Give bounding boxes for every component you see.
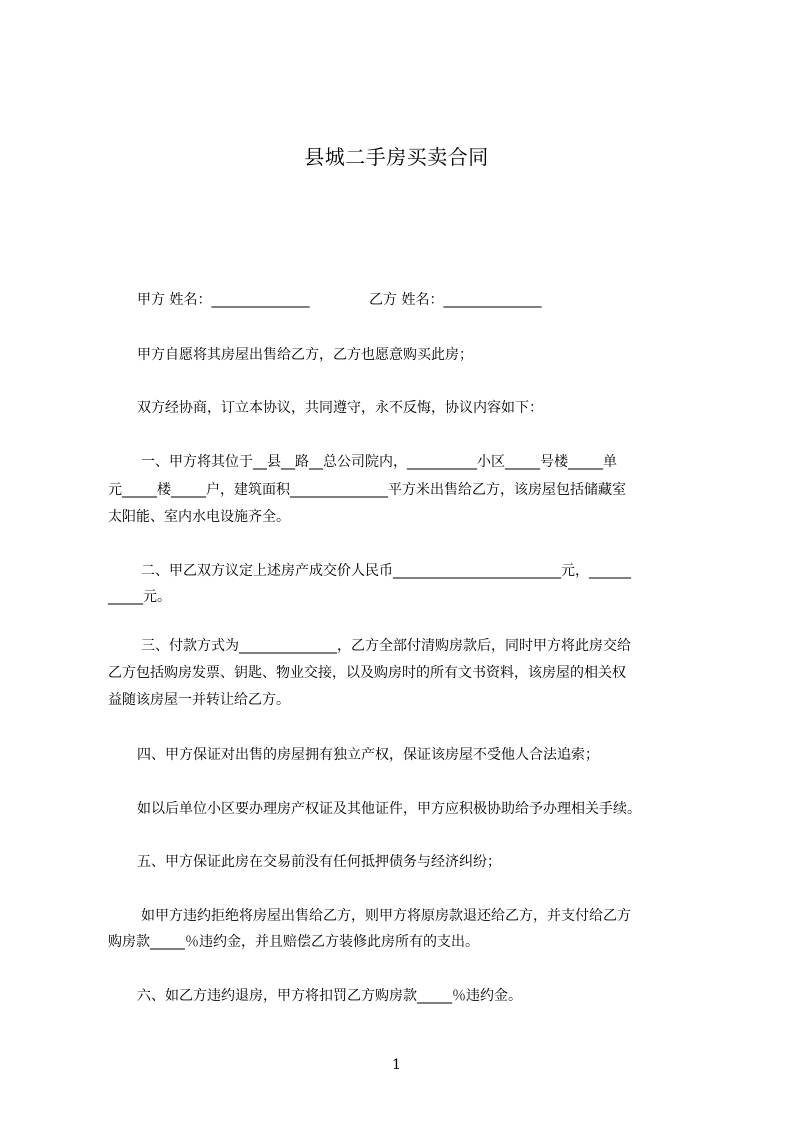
clause-3-line-1: 三、付款方式为______________，乙方全部付清购房款后，同时甲方将此房交给 — [141, 638, 631, 654]
clause-1-line-3: 太阳能、室内水电设施齐全。 — [108, 509, 290, 525]
clause-4-line-2: 如以后单位小区要办理房产权证及其他证件，甲方应积极协助给予办理相关手续。 — [137, 801, 641, 817]
party-a-name-line: 甲方 姓名：______________ — [137, 292, 310, 308]
party-b-name-line: 乙方 姓名：______________ — [369, 292, 542, 308]
clause-3-line-3: 益随该房屋一并转让给乙方。 — [108, 692, 290, 708]
clause-5-line-1: 五、甲方保证此房在交易前没有任何抵押债务与经济纠纷； — [137, 854, 501, 870]
clause-1-line-1: 一、甲方将其位于__县__路__总公司院内，__________小区_____号楼_____单 — [141, 454, 617, 470]
document-title: 县城二手房买卖合同 — [304, 145, 489, 169]
clause-5-line-2: 如甲方违约拒绝将房屋出售给乙方，则甲方将原房款退还给乙方，并支付给乙方 — [141, 908, 631, 924]
paragraph-intent: 甲方自愿将其房屋出售给乙方，乙方也愿意购买此房； — [137, 347, 473, 363]
clause-5-line-3: 购房款_____％违约金，并且赔偿乙方装修此房所有的支出。 — [108, 934, 479, 950]
clause-1-line-2: 元_____楼_____户，建筑面积______________平方米出售给乙方，该房屋包括储藏室 — [108, 482, 626, 498]
page-number: 1 — [392, 1057, 401, 1073]
clause-4-line-1: 四、甲方保证对出售的房屋拥有独立产权，保证该房屋不受他人合法追索； — [137, 747, 599, 763]
clause-3-line-2: 乙方包括购房发票、钥匙、物业交接，以及购房时的所有文书资料，该房屋的相关权 — [108, 665, 626, 681]
clause-6-line-1: 六、如乙方违约退房，甲方将扣罚乙方购房款_____％违约金。 — [137, 988, 522, 1004]
paragraph-agreement: 双方经协商，订立本协议，共同遵守，永不反悔，协议内容如下： — [137, 400, 543, 416]
clause-2-line-2: _____元。 — [108, 589, 171, 605]
clause-2-line-1: 二、甲乙双方议定上述房产成交价人民币________________________元，______ — [141, 563, 631, 579]
